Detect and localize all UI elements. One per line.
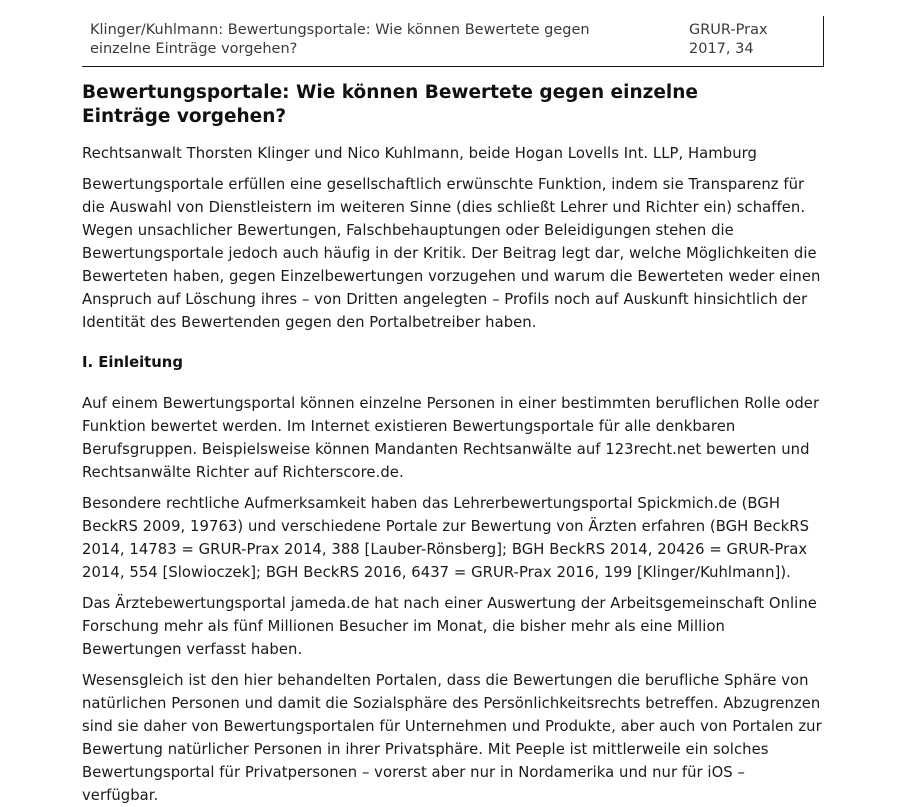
document-page (82, 0, 824, 807)
body-paragraph: Auf einem Bewertungsportal können einzelne Personen in einer bestimmten beruflichen Rolle oder Funktion bewertet werden. Im Internet existieren Bewertungsportale für alle denkbaren Berufsgruppen. Beispielsweise können Mandanten Rechtsanwälte auf 123recht.net bewerten und Rechtsanwälte Richter auf Richterscore.de. (82, 395, 820, 481)
body-paragraph: Besondere rechtliche Aufmerksamkeit haben das Lehrerbewertungsportal Spickmich.de (BGH BeckRS 2009, 19763) und verschiedene Portale zur Bewertung von Ärzten erfahren (BGH BeckRS 2014, 14783 = GRUR-Prax 2014, 388 [Lauber-Rönsberg]; BGH BeckRS 2014, 20426 = GRUR-Prax 2014, 554 [Slowioczek]; BGH BeckRS 2016, 6437 = GRUR-Prax 2016, 199 [Klinger/Kuhlmann]). (82, 495, 810, 581)
article-authors: Rechtsanwalt Thorsten Klinger und Nico Kuhlmann, beide Hogan Lovells Int. LLP, Hamburg (82, 145, 757, 162)
header-year-page: 2017, 34 (689, 41, 754, 57)
body-paragraph: Wesensgleich ist den hier behandelten Portalen, dass die Bewertungen die berufliche Sphäre von natürlichen Personen und damit die Sozialsphäre des Persönlichkeitsrechts betreffen. Abzugrenzen sind sie daher von Bewertungsportalen für Unternehmen und Produkte, aber auch von Portalen zur Bewertung natürlicher Personen in ihrer Privatsphäre. Mit Peeple ist mittlerweile ein solches Bewertungsportal für Privatpersonen – vorerst aber nur in Nordamerika und nur für iOS – verfügbar. (82, 672, 822, 804)
article-title: Bewertungsportale: Wie können Bewertete gegen einzelne Einträge vorgehen? (82, 82, 698, 127)
header-journal-ref (689, 21, 768, 59)
body-paragraph: Das Ärztebewertungsportal jameda.de hat nach einer Auswertung der Arbeitsgemeinschaft Online Forschung mehr als fünf Millionen Besucher im Monat, die bisher mehr als eine Million Bewertungen verfasst haben. (82, 595, 817, 658)
header-journal: GRUR-Prax (689, 22, 768, 38)
header-citation: Klinger/Kuhlmann: Bewertungsportale: Wie können Bewertete gegen einzelne Einträge vorgehen? (90, 22, 590, 57)
header-divider (823, 16, 824, 66)
section-heading: I. Einleitung (82, 354, 183, 371)
article-abstract: Bewertungsportale erfüllen eine gesellschaftlich erwünschte Funktion, indem sie Transparenz für die Auswahl von Dienstleistern im weiteren Sinne (dies schließt Lehrer und Richter ein) schaffen. Wegen unsachlicher Bewertungen, Falschbehauptungen oder Beleidigungen stehen die Bewertungsportale jedoch auch häufig in der Kritik. Der Beitrag legt dar, welche Möglichkeiten die Bewerteten haben, gegen Einzelbewertungen vorzugehen und warum die Bewerteten weder einen Anspruch auf Löschung ihres – von Dritten angelegten – Profils noch auf Auskunft hinsichtlich der Identität des Bewertenden gegen den Portalbetreiber haben. (82, 176, 821, 331)
running-header (82, 0, 824, 67)
